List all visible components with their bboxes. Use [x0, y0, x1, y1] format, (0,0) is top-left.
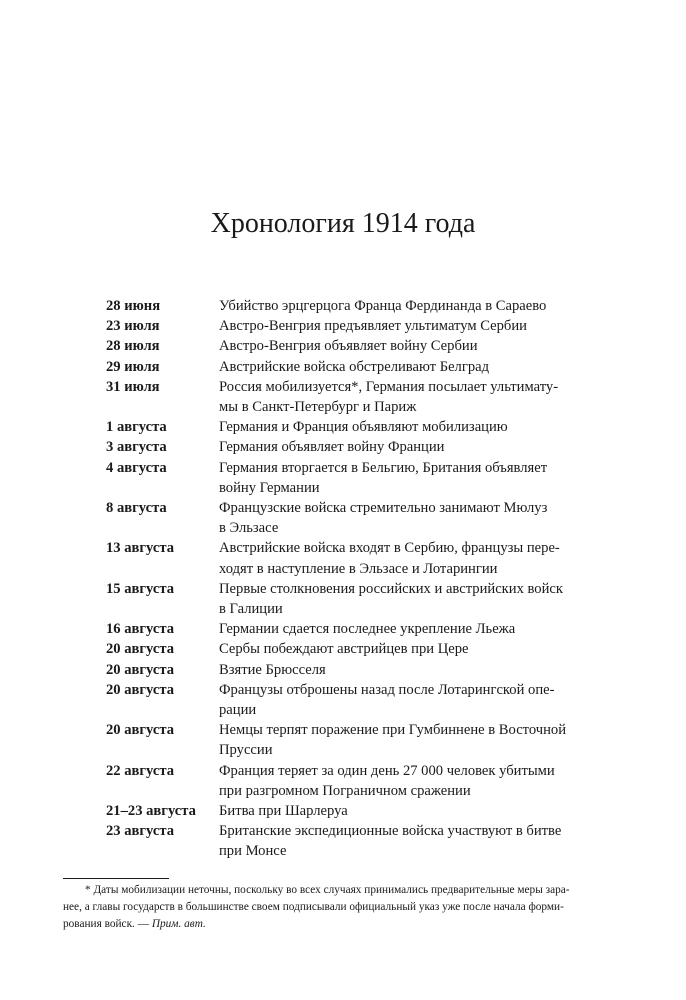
event-line: при Монсе: [219, 843, 287, 860]
chronology-entry: [106, 296, 606, 316]
chronology-list: [106, 296, 606, 862]
footnote-line: [63, 916, 619, 933]
entry-event: [219, 458, 606, 498]
entry-event: [219, 296, 606, 316]
entry-event: [219, 619, 606, 639]
event-line: Французские войска стремительно занимают Мюлуз: [219, 500, 548, 517]
chronology-entry: [106, 377, 606, 417]
event-line: Немцы терпят поражение при Гумбиннене в Восточной: [219, 722, 567, 739]
footnote-author-note: Прим. авт.: [151, 918, 206, 930]
event-line: Германии сдается последнее укрепление Льежа: [219, 621, 516, 638]
event-line: Убийство эрцгерцога Франца Фердинанда в Сараево: [219, 298, 547, 314]
chronology-entry: [106, 660, 606, 680]
event-line: рации: [219, 702, 257, 719]
chronology-entry: [106, 579, 606, 619]
chronology-entry: [106, 357, 606, 377]
footnote: [63, 882, 619, 933]
entry-event: [219, 336, 606, 356]
entry-date: 1 августа: [106, 419, 167, 436]
entry-event: [219, 660, 606, 680]
footnote-line: * Даты мобилизации неточны, поскольку во всех случаях принимались предварительные меры зара-: [85, 884, 570, 896]
entry-event: [219, 316, 606, 336]
event-line: Россия мобилизуется*, Германия посылает ультимату-: [219, 378, 559, 395]
entry-event: [219, 357, 606, 377]
entry-date: 8 августа: [106, 500, 167, 517]
event-line: Первые столкновения российских и австрийских войск: [219, 580, 563, 597]
event-line: Битва при Шарлеруа: [219, 803, 348, 820]
event-line: Австрийские войска обстреливают Белград: [219, 358, 490, 375]
chronology-entry: [106, 417, 606, 437]
event-line: Взятие Брюсселя: [219, 661, 326, 678]
entry-date: 22 августа: [106, 762, 175, 779]
chronology-entry: [106, 437, 606, 457]
event-line: Французы отброшены назад после Лотарингской опе-: [219, 681, 555, 698]
entry-event: [219, 538, 606, 578]
entry-date: 29 июля: [106, 358, 160, 375]
entry-date: 21–23 августа: [106, 803, 196, 820]
entry-date: 15 августа: [106, 580, 175, 597]
event-line: Франция теряет за один день 27 000 человек убитыми: [219, 762, 555, 779]
entry-event: [219, 579, 606, 619]
event-line: в Эльзасе: [219, 520, 279, 537]
chronology-entry: [106, 761, 606, 801]
chronology-entry: [106, 720, 606, 760]
event-line: Германия и Франция объявляют мобилизацию: [219, 419, 508, 436]
event-line: Австро-Венгрия предъявляет ультиматум Сербии: [219, 318, 527, 335]
event-line: ходят в наступление в Эльзасе и Лотарингии: [219, 560, 498, 577]
entry-event: [219, 720, 606, 760]
entry-event: [219, 801, 606, 821]
entry-date: 31 июля: [106, 378, 160, 395]
entry-date: 13 августа: [106, 540, 175, 557]
chronology-entry: [106, 680, 606, 720]
chronology-entry: [106, 458, 606, 498]
entry-date: 16 августа: [106, 621, 175, 638]
entry-event: [219, 680, 606, 720]
chronology-entry: [106, 821, 606, 861]
event-line: войну Германии: [219, 479, 320, 496]
event-line: мы в Санкт-Петербург и Париж: [219, 399, 417, 416]
chronology-entry: [106, 538, 606, 578]
chronology-entry: [106, 316, 606, 336]
entry-date: 28 июля: [106, 338, 160, 355]
chronology-entry: [106, 801, 606, 821]
entry-date: 4 августа: [106, 459, 167, 476]
entry-date: 20 августа: [106, 641, 175, 658]
page-title: Хронология 1914 года: [210, 208, 476, 239]
chronology-entry: [106, 498, 606, 538]
entry-date: 23 августа: [106, 823, 175, 840]
footnote-divider: [63, 878, 169, 879]
entry-date: 20 августа: [106, 661, 175, 678]
event-line: Сербы побеждают австрийцев при Цере: [219, 641, 469, 658]
entry-event: [219, 639, 606, 659]
entry-event: [219, 377, 606, 417]
chronology-entry: [106, 336, 606, 356]
entry-event: [219, 498, 606, 538]
footnote-line: нее, а главы государств в большинстве своем подписывали официальный указ уже после начала форми-: [63, 901, 564, 913]
chronology-entry: [106, 619, 606, 639]
entry-event: [219, 821, 606, 861]
event-line: Германия объявляет войну Франции: [219, 439, 445, 456]
entry-event: [219, 417, 606, 437]
chronology-entry: [106, 639, 606, 659]
entry-date: 3 августа: [106, 439, 167, 456]
event-line: при разгромном Пограничном сражении: [219, 782, 471, 799]
event-line: Германия вторгается в Бельгию, Британия объявляет: [219, 459, 548, 476]
entry-event: [219, 761, 606, 801]
event-line: Британские экспедиционные войска участвуют в битве: [219, 823, 562, 840]
event-line: Австрийские войска входят в Сербию, французы пере-: [219, 540, 560, 557]
entry-date: 23 июля: [106, 318, 160, 335]
footnote-text: рования войск. —: [63, 918, 152, 930]
entry-date: 20 августа: [106, 681, 175, 698]
event-line: Пруссии: [219, 742, 273, 759]
entry-event: [219, 437, 606, 457]
entry-date: 20 августа: [106, 722, 175, 739]
event-line: в Галиции: [219, 601, 283, 618]
entry-date: 28 июня: [106, 298, 161, 314]
event-line: Австро-Венгрия объявляет войну Сербии: [219, 338, 478, 355]
